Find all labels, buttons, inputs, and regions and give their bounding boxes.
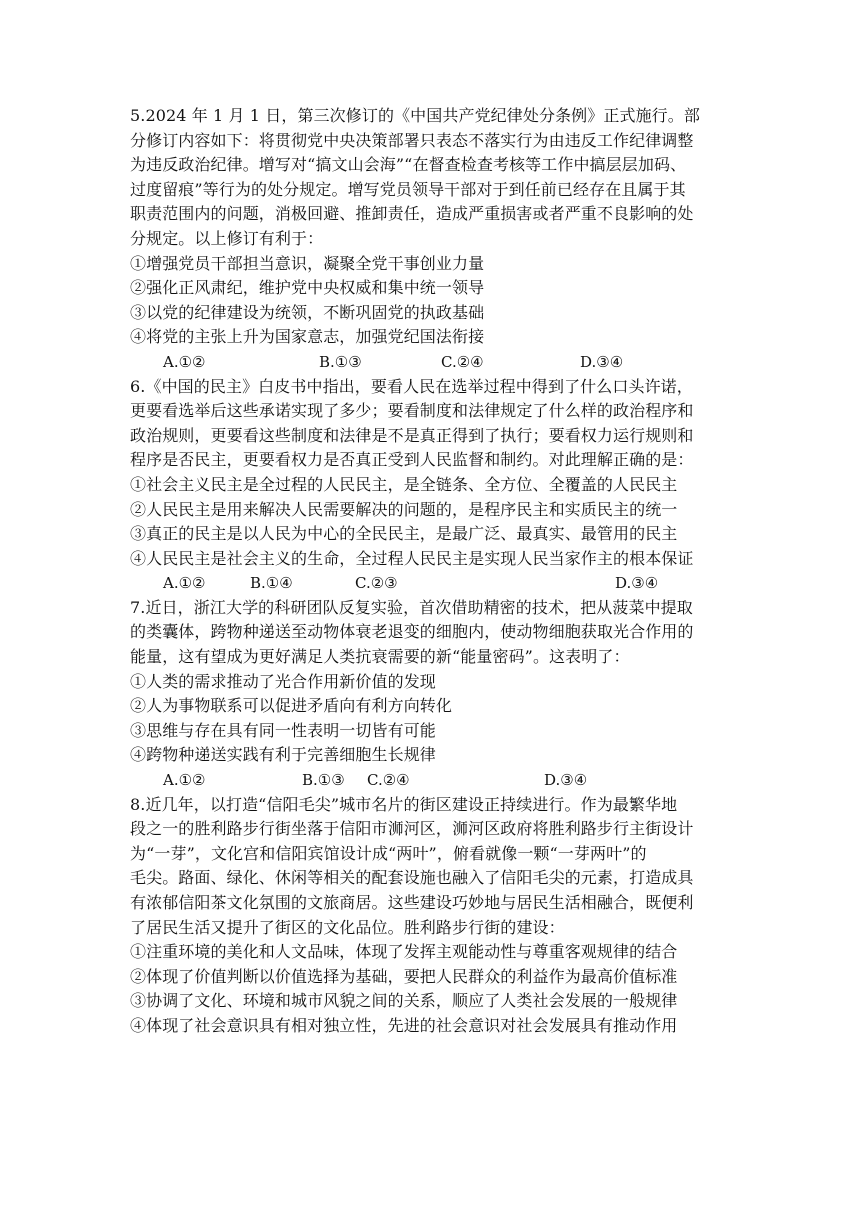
question-stem-line: 更要看选举后这些承诺实现了多少；要看制度和法律规定了什么样的政治程序和 (130, 401, 694, 421)
statement-item: ①社会主义民主是全过程的人民民主，是全链条、全方位、全覆盖的人民民主 (130, 474, 678, 494)
option-d: D.③④ (615, 574, 659, 593)
statement-item: ②人民民主是用来解决人民需要解决的问题的，是程序民主和实质民主的统一 (130, 499, 678, 519)
question-stem-line: 6.《中国的民主》白皮书中指出，要看人民在选举过程中得到了什么口头许诺， (130, 376, 693, 396)
question-stem-line: 能量，这有望成为更好满足人类抗衰需要的新“能量密码”。这表明了： (130, 647, 630, 667)
statement-item: ④体现了社会意识具有相对独立性，先进的社会意识对社会发展具有推动作用 (130, 1015, 678, 1035)
option-b: B.①③ (319, 352, 362, 371)
statement-item: ③以党的纪律建设为统领，不断巩固党的执政基础 (130, 302, 485, 322)
option-a: A.①② (163, 771, 206, 790)
option-b: B.①④ (250, 574, 293, 593)
question-5 (130, 104, 732, 375)
exam-page (130, 104, 732, 1039)
option-c: C.②④ (367, 771, 410, 790)
question-stem-line: 段之一的胜利路步行街坐落于信阳市浉河区，浉河区政府将胜利路步行主街设计 (130, 819, 694, 839)
question-stem-line: 政治规则，更要看这些制度和法律是不是真正得到了执行；要看权力运行规则和 (130, 425, 694, 445)
statement-item: ③真正的民主是以人民为中心的全民民主，是最广泛、最真实、最管用的民主 (130, 524, 678, 544)
statement-item: ②体现了价值判断以价值选择为基础，要把人民群众的利益作为最高价值标准 (130, 966, 678, 986)
statement-item: ④人民民主是社会主义的生命，全过程人民民主是实现人民当家作主的根本保证 (130, 548, 694, 568)
question-stem-line: 毛尖。路面、绿化、休闲等相关的配套设施也融入了信阳毛尖的元素，打造成具 (130, 868, 694, 888)
statement-item: ④将党的主张上升为国家意志，加强党纪国法衔接 (130, 327, 485, 347)
question-6 (130, 375, 732, 596)
option-d: D.③④ (544, 771, 588, 790)
statement-item: ③协调了文化、环境和城市风貌之间的关系，顺应了人类社会发展的一般规律 (130, 991, 678, 1011)
answer-options (130, 350, 732, 375)
question-stem-line: 7.近日，浙江大学的科研团队反复实验，首次借助精密的技术，把从菠菜中提取 (130, 597, 693, 617)
option-b: B.①③ (302, 771, 345, 790)
statement-item: ②人为事物联系可以促进矛盾向有利方向转化 (130, 696, 453, 716)
statement-item: ④跨物种递送实践有利于完善细胞生长规律 (130, 745, 436, 765)
question-stem-line: 5.2024 年 1 月 1 日，第三次修订的《中国共产党纪律处分条例》正式施行。部 (130, 106, 700, 125)
option-a: A.①② (163, 574, 206, 593)
option-c: C.②④ (441, 352, 484, 371)
question-stem-line: 的类囊体，跨物种递送至动物体衰老退变的细胞内，使动物细胞获取光合作用的 (130, 622, 694, 642)
question-stem-line: 8.近几年，以打造“信阳毛尖”城市名片的街区建设正持续进行。作为最繁华地 (130, 794, 678, 814)
answer-options (130, 768, 732, 793)
question-stem-line: 过度留痕”等行为的处分规定。增写党员领导干部对于到任前已经存在且属于其 (130, 179, 686, 199)
question-stem-line: 职责范围内的问题，消极回避、推卸责任，造成严重损害或者严重不良影响的处 (130, 204, 694, 224)
question-stem-line: 为“一芽”，文化宫和信阳宾馆设计成“两叶”，俯看就像一颗“一芽两叶”的 (130, 843, 647, 863)
question-stem-line: 程序是否民主，更要看权力是否真正受到人民监督和制约。对此理解正确的是： (130, 450, 694, 470)
answer-options (130, 571, 732, 596)
statement-item: ③思维与存在具有同一性表明一切皆有可能 (130, 720, 436, 740)
question-stem-line: 有浓郁信阳茶文化氛围的文旅商居。这些建设巧妙地与居民生活相融合，既便利 (130, 893, 694, 912)
statement-item: ①人类的需求推动了光合作用新价值的发现 (130, 671, 436, 691)
option-c: C.②③ (355, 574, 398, 593)
question-8 (130, 793, 732, 1039)
option-a: A.①② (163, 352, 206, 371)
question-stem-line: 为违反政治纪律。增写对“搞文山会海”“在督查检查考核等工作中搞层层加码、 (130, 155, 687, 175)
statement-item: ①增强党员干部担当意识，凝聚全党干事创业力量 (130, 253, 485, 273)
question-stem-line: 了居民生活又提升了街区的文化品位。胜利路步行街的建设： (130, 917, 565, 937)
statement-item: ②强化正风肃纪，维护党中央权威和集中统一领导 (130, 278, 485, 298)
question-stem-line: 分规定。以上修订有利于： (130, 228, 324, 248)
option-d: D.③④ (580, 352, 624, 371)
statement-item: ①注重环境的美化和人文品味，体现了发挥主观能动性与尊重客观规律的结合 (130, 942, 678, 962)
question-7 (130, 596, 732, 793)
question-stem-line: 分修订内容如下：将贯彻党中央决策部署只表态不落实行为由违反工作纪律调整 (130, 130, 694, 150)
